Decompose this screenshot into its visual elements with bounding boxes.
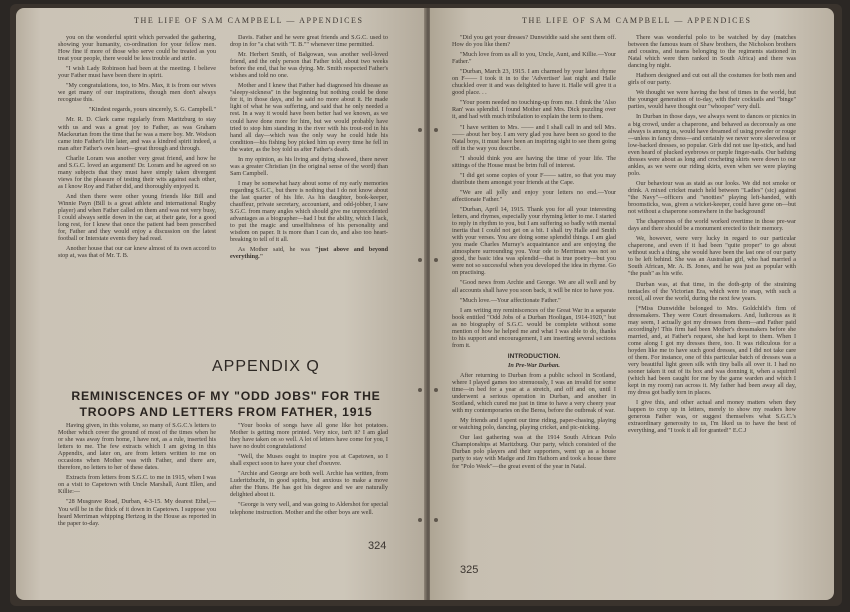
- binding-hole: [418, 388, 422, 392]
- paragraph: "Durban, March 23, 1915. I am charmed by your latest rhyme on F—— I took it in to the 'Advertiser' last night and Halle chuckled over it and was delighted to have it. Halle will give it a good place. . .: [452, 68, 616, 97]
- paragraph: My friends and I spent our time riding, paper-chasing, playing or watching polo, dancing, playing cricket, and pic-nicking.: [452, 417, 616, 432]
- paragraph: There was wonderful polo to be watched by day (matches between the famous team of Shaw brothers, the Nicholson brothers and cousins, and teams belonging to the regiments stationed in Natal which were then ranked in South Africa) and there was dancing by night.: [628, 34, 796, 70]
- running-head-right: THE LIFE OF SAM CAMPBELL — APPENDICES: [522, 16, 752, 25]
- paragraph: Davis. Father and he were great friends and S.G.C. used to drop in for "a chat with "T. B."" whenever time permitted.: [230, 34, 388, 49]
- paragraph: Extracts from letters from S.G.C. to me in 1915, when I was on a visit to Capetown with Uncle Marshall, Aunt Ellen, and Killie:—: [58, 474, 216, 496]
- paragraph: "I wish Lady Robinson had been at the meeting. I believe your Father must have been there in spirit.: [58, 65, 216, 80]
- paragraph: In my opinion, as his living and dying showed, there never was a greater Christian (in the original sense of the word) than Sam Campbell.: [230, 155, 388, 177]
- paragraph: Another house that our car knew almost of its own accord to stop at, was that of Mr. T. B.: [58, 245, 216, 260]
- page-number-right: 325: [460, 564, 479, 576]
- paragraph: "I have written to Mrs. —— and I shall call in and tell Mrs. —— about her boy. I am very glad you have been so good to the Natal boys, it must have been an inspiring sight to see them going off in the way you describe.: [452, 123, 616, 152]
- left-column-4: [230, 422, 388, 562]
- paragraph: In Durban in those days, we always went to dances or picnics in a big crowd, under a chaperone, and behaved as decorously as one always is among us, would have dreamed of using powder or rouge—unless in fancy dress—and certainly we never wore sleeveless or low-backed dresses, so popular. Girls did not use lip-stick, and had even heard of plucked eyebrows or purple finger-nails. Our bathing dresses were about as long and crocheting skirts were down to our ankles, as we were our riding skirts, even when we were playing polo.: [628, 113, 796, 177]
- paragraph: Mother and I knew that Father had diagnosed his disease as "sleepy-sickness" in the beginning but nothing could be done for it, in those days, and he said no more about it. He made light of what he was suffering, and said that he only needed a rest. In a way it would have been better had we known, as we could have done more for him, but we would probably have tried to stop him standing in the river with his trout-rod in his hand all day—which was the only way he could hide his condition—his fishing boy picked him up every time he fell in the water, as the boy told us after Father's death.: [230, 82, 388, 153]
- paragraph: After returning to Durban from a public school in Scotland, where I played games too strenuously, I was an invalid for some time—in bed for a year at a stretch, and off and on, until I underwent a serious operation in Durban, and another in Scotland, which cured me just in time to have a very cheery year with my contemporaries on the Berea, before the outbreak of war.: [452, 371, 616, 415]
- paragraph: "My congratulations, too, to Mrs. Max, it is from our wives we get many of our inspirations, though men don't always recognise this.: [58, 82, 216, 104]
- binding-hole: [418, 128, 422, 132]
- paragraph: "We are all jolly and enjoy your letters no end.—Your affectionate Father.": [452, 188, 616, 203]
- binding-hole: [418, 518, 422, 522]
- paragraph: "Well, the Muses ought to inspire you at Capetown, so I shall expect soon to have your chef d'oeuvre.: [230, 453, 388, 468]
- left-column-2: [230, 34, 388, 350]
- binding-hole: [418, 258, 422, 262]
- left-column-3: [58, 422, 216, 586]
- chapter-title: REMINISCENCES OF MY "ODD JOBS" FOR THE TROOPS AND LETTERS FROM FATHER, 1915: [71, 389, 381, 419]
- paragraph: "Durban, April 14, 1915. Thank you for all your interesting letters, and rhymes, especially your rhyming letter to me. I started to reply in rhythm to you, but I am suffering so badly with mental inertia that I could not get on a bit. I shall try Halle and Smith with your verses. You are doing some splendid things. I am glad you made Charles Murray's acquaintance and are enjoying the atmosphere surrounding you. Your ode to Merriman was not so good, the basic idea was splendid—that is true poetry—but you were not so successful when you developed the idea in rhyme. Go on practising.: [452, 205, 616, 277]
- section-subheading: In Pre-War Durban.: [508, 361, 560, 369]
- paragraph: We, however, were very lucky in regard to our particular chaperone, and even if it had been "quite proper" to go about without such a thing, she would have been the last one of our party to be left behind. She was an Australian girl, who had married a South African, Mr. A. B. Jones, and he was just as popular with "the push" as his wife.: [628, 235, 796, 278]
- open-book: [10, 4, 842, 606]
- paragraph: "Much love from us all to you, Uncle, Aunt, and Killie.—Your Father.": [452, 51, 616, 66]
- paragraph: "I did get some copies of your F—— satire, so that you may distribute them amongst your friends at the Cape.: [452, 171, 616, 186]
- paragraph: We thought we were having the best of times in the world, but the younger generation of to-day, with their cocktails and "binge" parties, would have thought our "whoopee" very dull.: [628, 89, 796, 111]
- paragraph: Mr. Herbert Smith, of Balgowan, was another well-loved friend, and the only person that Father told, about two weeks before the end, that he was dying. Mr. Smith respected Father's wishes and told no one.: [230, 51, 388, 80]
- paragraph: "Kindest regards, yours sincerely, S. G. Campbell.": [88, 106, 216, 114]
- right-column-2: [628, 34, 796, 600]
- paragraph: Mr. R. D. Clark came regularly from Maritzburg to stay with us and was a great joy to Father, as was Graham Mackeurtan from the time that he was a mere boy. Mr. Wodson came into Father's life later, and was a kindred spirit indeed, a man after Father's own heart—great through and through.: [58, 116, 216, 152]
- paragraph: "George is very well, and was going to Aldershot for special telephone instruction. Mother and the other boys are well.: [230, 501, 388, 516]
- paragraph: you on the wonderful spirit which pervaded the gathering, showing your humanity, co-ordination for your fellow men. How fine if more of those who serve could be treated as you treat your people, there would be less trouble and strife.: [58, 34, 216, 63]
- paragraph: Our last gathering was at the 1914 South African Polo Championships at Maritzburg. Our party, which consisted of the Durban polo players and their supporters, went up as a house party to stay with Madge and Jim Hathorn and took a house there for "Polo Week"—the great event of the year in Natal.: [452, 434, 616, 470]
- page-number-left: 324: [368, 540, 387, 552]
- footnote: [*Miss Dunwiddie belonged to Mrs. Goldchild's firm of dressmakers. They were Court dressmakers. And, ludicrous as it may seem, I actually got my dresses from them—and Father paid accordingly! This firm had been Mother's dressmakers before she married, and, at Father's request, she had kept to them. When I come along I got my dresses there, too. It was ridiculous for a hoyden like me to have such good dresses, and I did not take care of them. For instance, one of this particular batch of dresses was a very beautiful light green silk with tiny balls all over it. I had no sooner taken it out of its box and was donning it, when a squirrel (which had been caught for me by the game warden and which I kept in my room) ran across it. My father had been away all day, my dress got badly torn in places.: [628, 304, 796, 397]
- right-column-1: [452, 34, 616, 564]
- paragraph: "Your books of songs have all gone like hot potatoes. Mother is getting more printed. Very nice, isn't it? I am glad they have taken on so well. A lot of letters have come for you, I have no doubt congratulations!: [230, 422, 388, 451]
- footnote: I give this, and other actual and money matters when they happen to crop up in letters, merely to show my readers how generous Father was, or suggest themselves what S.G.C.'s extraordinary generosity to us, I'm liked us to have the best of everything, and "I took it all for granted!" E.C.J: [628, 399, 796, 435]
- paragraph: And then there were other young friends like Bill and Winnie Payn (Bill is a great athlete and international Rugby player) and when Father called on them and was not very busy, I could always settle down in the car, at their gate, for a good long rest, for I knew that once the patient had been prescribed for, Father and they would enjoy a discussion on the latest football or Interstate events they had read.: [58, 192, 216, 243]
- paragraph: Durban was, at that time, in the doth-grip of the straining tentacles of the Victorian Era, which were to snap, with such a recoil, all over the world, during the next few years.: [628, 280, 796, 302]
- section-heading: INTRODUCTION.: [507, 352, 561, 360]
- paragraph: "28 Musgrave Road, Durban, 4-3-15. My dearest Ethel,—You will be in the thick of it down in Capetown. I suppose you heard Merriman whipping Hertzog in the House as reported in the paper to-day.: [58, 498, 216, 527]
- binding-hole: [434, 128, 438, 132]
- bold-quote: "just above and beyond everything.": [230, 246, 388, 261]
- left-column-1: [58, 34, 216, 350]
- binding-hole: [434, 258, 438, 262]
- paragraph: [230, 246, 388, 260]
- running-head-left: THE LIFE OF SAM CAMPBELL — APPENDICES: [134, 16, 364, 25]
- paragraph: "Did you get your dresses? Dunwiddie said she sent them off. How do you like them?: [452, 34, 616, 49]
- paragraph: I may be somewhat hazy about some of my early memories regarding S.G.C., but there is nothing that I do not know about the last quarter of his life. As his daughter, book-keeper, chauffeur, private secretary, accountant, and odd-jobber, I saw S.G.C. from many angles which should give me unprecedented advantages as a biographer—had I but the ability, which I lack, to put the magic and unselfishness of his personality and wisdom on paper. It is more than I can do, and also too heart-breaking to tell of it all.: [230, 179, 388, 244]
- paragraph: "I should think you are having the time of your life. The sittings of the House must be brim full of interest.: [452, 154, 616, 169]
- paragraph: "Good news from Archie and George. We are all well and by all accounts shall have you soon back, it will be nice to have you.: [452, 279, 616, 294]
- paragraph: The chaperones of the world worked overtime in those pre-war days and there should be a monument erected to their memory.: [628, 218, 796, 233]
- paragraph: Charlie Loram was another very great friend, and how he and S.G.C. loved an argument! Dr. Loram and he agreed on so many subjects that they must have simply taken divergent views for the pleasure of testing their wits against each other, as I know Roy and Father did, and thoroughly enjoyed it.: [58, 154, 216, 190]
- paragraph: Having given, in this volume, so many of S.G.C.'s letters to Mother which cover the ground of most of the times when he or she was away from home, I have not, as a rule, inserted his letters to me. The few extracts which I am giving in this Appendix, and later on, are from letters written to me on occasions when Mother was with Father, and there are, therefore, no letters to her of these dates.: [58, 422, 216, 472]
- right-page: [430, 8, 834, 600]
- paragraph: I am writing my reminiscences of the Great War in a separate book entitled "Odd Jobs of a Durban Hooligan, 1914-1920," but as no biography of S.G.C. would be complete without some mention of how he helped me and what I was able to do, thanks to his support and encouragement, I am inserting several sections from it.: [452, 306, 616, 349]
- paragraph: Our behaviour was as staid as our looks. We did not smoke or drink. A mixed cricket match held between "Ladies" (sic) against "the Navy"—officers and "snotties" playing left-handed, with broomsticks, was, given a wicket-keeper, could have gone on—but not without a chaperone somewhere in the background!: [628, 179, 796, 216]
- binding-hole: [434, 518, 438, 522]
- appendix-label: APPENDIX Q: [212, 358, 320, 375]
- binding-hole: [434, 388, 438, 392]
- left-page: [16, 8, 426, 600]
- paragraph-text: As Mother said, he was: [238, 246, 310, 254]
- paragraph: "Much love.—Your affectionate Father.": [460, 296, 561, 304]
- paragraph: "Your poem needed no touching-up from me. I think the 'Also Ran' was splendid. I found Mother and Mrs. Dick puzzling over it, and had with much tribulation to explain the term to them.: [452, 99, 616, 121]
- paragraph: "Archie and George are both well. Archie has written, from Luderitzbucht, in good spirits, but anxious to make a move after the Huns. He has got his degree and we are naturally delighted about it.: [230, 470, 388, 499]
- paragraph: Hathorn designed and cut out all the costumes for both men and girls of our party.: [628, 72, 796, 87]
